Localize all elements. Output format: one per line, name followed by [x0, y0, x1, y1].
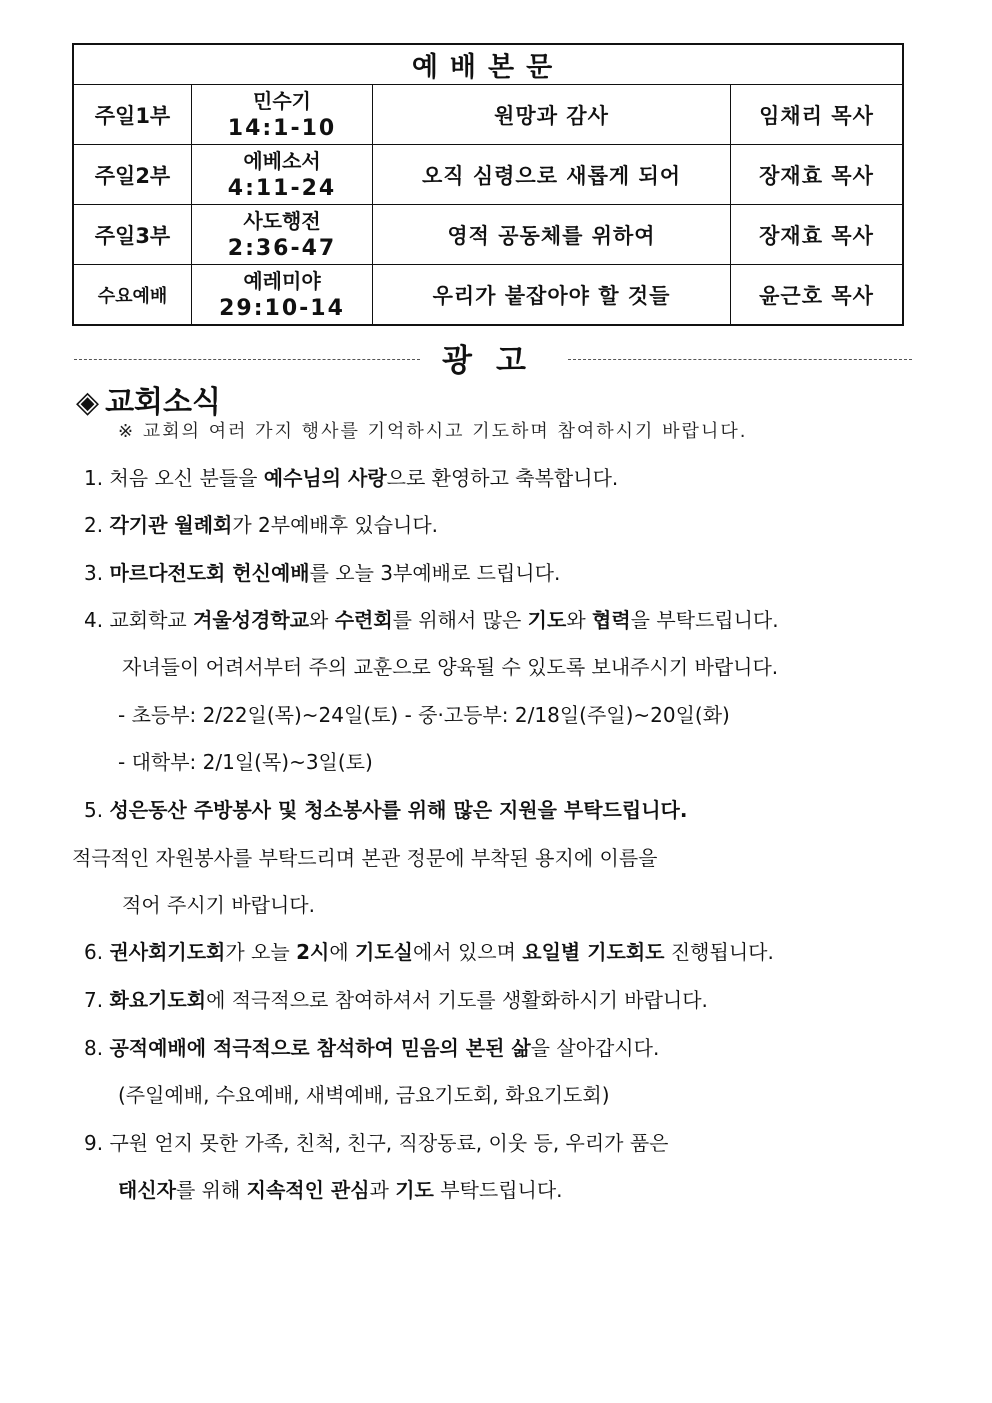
item-number: 9.: [84, 1131, 104, 1155]
item-text: 교회학교: [109, 608, 194, 632]
list-item: [84, 509, 438, 538]
item-number: 3.: [84, 561, 104, 585]
item-emphasis: 기도: [527, 608, 567, 632]
diamond-icon: ◈: [76, 385, 100, 420]
item-text: 구원 얻지 못한 가족, 친척, 친구, 직장동료, 이웃 등, 우리가 품은: [109, 1131, 669, 1155]
item-text: 으로 환영하고 축복합니다.: [386, 466, 619, 490]
section-note: ※ 교회의 여러 가지 행사를 기억하시고 기도하며 참여하시기 바랍니다.: [118, 421, 748, 442]
table-row: [73, 265, 903, 326]
item-text: 가 2부예배후 있습니다.: [232, 513, 439, 537]
worship-table-title: 예배본문: [73, 44, 903, 85]
list-item: [84, 936, 774, 965]
pastor-name: 윤근호 목사: [731, 265, 904, 326]
list-item: [84, 1032, 659, 1061]
item-emphasis: 수련회: [334, 608, 393, 632]
section-title-text: 교회소식: [105, 385, 221, 420]
scripture: [192, 145, 373, 205]
dashed-divider-right: [568, 359, 912, 360]
scripture-ref: 2:36-47: [227, 235, 337, 261]
list-item: [84, 984, 708, 1013]
list-item: [84, 462, 618, 491]
table-row: [73, 85, 903, 145]
scripture-book: 민수기: [253, 88, 311, 113]
item-emphasis: 각기관 월례회: [109, 513, 233, 537]
item-text: 와: [309, 608, 335, 632]
worship-table: [72, 43, 904, 326]
item-number: 1.: [84, 466, 104, 490]
sermon-title: 원망과 감사: [373, 85, 731, 145]
item-emphasis: 권사회기도회: [109, 940, 226, 964]
item-continuation: 적어 주시기 바랍니다.: [122, 893, 315, 917]
item-continuation: 적극적인 자원봉사를 부탁드리며 본관 정문에 부착된 용지에 이름을: [72, 846, 658, 870]
item-continuation: [118, 1174, 563, 1203]
list-item: [84, 1127, 669, 1156]
scripture: [192, 205, 373, 265]
announcements-heading: [72, 335, 912, 379]
item-emphasis: 마르다전도회 헌신예배: [109, 561, 310, 585]
item-text: 부탁드립니다.: [433, 1178, 563, 1202]
table-row: [73, 205, 903, 265]
list-item: [84, 557, 560, 586]
scripture: [192, 85, 373, 145]
item-emphasis: 기도: [395, 1178, 434, 1202]
item-text: 과: [369, 1178, 396, 1202]
service-name: 주일1부: [73, 85, 192, 145]
item-number: 6.: [84, 940, 104, 964]
scripture-book: 에베소서: [243, 148, 321, 173]
item-text: 에: [329, 940, 355, 964]
item-emphasis: 화요기도회: [109, 988, 207, 1012]
service-name: 수요예배: [73, 265, 192, 326]
item-number: 8.: [84, 1036, 104, 1060]
item-emphasis: 예수님의 사랑: [263, 466, 387, 490]
announcements-heading-label: 광고: [442, 343, 550, 379]
item-emphasis: 지속적인 관심: [246, 1178, 370, 1202]
item-emphasis: 요일별 기도회도: [522, 940, 665, 964]
scripture-ref: 29:10-14: [219, 295, 345, 321]
scripture-book: 예레미야: [243, 268, 321, 293]
item-text: 처음 오신 분들을: [109, 466, 264, 490]
service-name: 주일2부: [73, 145, 192, 205]
item-continuation: 자녀들이 어려서부터 주의 교훈으로 양육될 수 있도록 보내주시기 바랍니다.: [122, 655, 779, 679]
item-continuation: (주일예배, 수요예배, 새벽예배, 금요기도회, 화요기도회): [118, 1083, 610, 1107]
item-text: 에서 있으며: [412, 940, 523, 964]
item-schedule: - 대학부: 2/1일(목)~3일(토): [118, 750, 373, 774]
item-number: 7.: [84, 988, 104, 1012]
item-emphasis: 기도실: [355, 940, 413, 964]
scripture: [192, 265, 373, 326]
item-number: 4.: [84, 608, 104, 632]
sermon-title: 우리가 붙잡아야 할 것들: [373, 265, 731, 326]
item-text: 와: [566, 608, 592, 632]
dashed-divider-left: [74, 359, 420, 360]
item-text: 을 부탁드립니다.: [630, 608, 779, 632]
item-emphasis: 2시: [296, 940, 330, 964]
scripture-book: 사도행전: [243, 208, 321, 233]
section-title: [76, 377, 221, 421]
item-text: 를 오늘 3부예배로 드립니다.: [309, 561, 561, 585]
item-text: 를 위해서 많은: [392, 608, 528, 632]
item-emphasis: 겨울성경학교: [193, 608, 310, 632]
item-text: 을 살아갑시다.: [530, 1036, 660, 1060]
item-number: 5.: [84, 798, 104, 822]
pastor-name: 장재효 목사: [731, 205, 904, 265]
sermon-title: 오직 심령으로 새롭게 되어: [373, 145, 731, 205]
item-emphasis: 성은동산 주방봉사 및 청소봉사를 위해 많은 지원을 부탁드립니다.: [109, 798, 688, 822]
pastor-name: 임채리 목사: [731, 85, 904, 145]
item-schedule: - 초등부: 2/22일(목)~24일(토) - 중·고등부: 2/18일(주일)~20일(화): [118, 703, 730, 727]
table-row: [73, 145, 903, 205]
service-name: 주일3부: [73, 205, 192, 265]
item-text: 가 오늘: [225, 940, 297, 964]
list-item: [84, 794, 687, 823]
item-text: 에 적극적으로 참여하셔서 기도를 생활화하시기 바랍니다.: [206, 988, 708, 1012]
item-emphasis: 협력: [592, 608, 631, 632]
scripture-ref: 14:1-10: [227, 115, 337, 141]
pastor-name: 장재효 목사: [731, 145, 904, 205]
sermon-title: 영적 공동체를 위하여: [373, 205, 731, 265]
item-emphasis: 태신자: [118, 1178, 176, 1202]
scripture-ref: 4:11-24: [227, 175, 337, 201]
item-text: 진행됩니다.: [664, 940, 774, 964]
item-number: 2.: [84, 513, 104, 537]
item-emphasis: 공적예배에 적극적으로 참석하여 믿음의 본된 삶: [109, 1036, 531, 1060]
list-item: [84, 604, 779, 633]
item-text: 를 위해: [175, 1178, 247, 1202]
